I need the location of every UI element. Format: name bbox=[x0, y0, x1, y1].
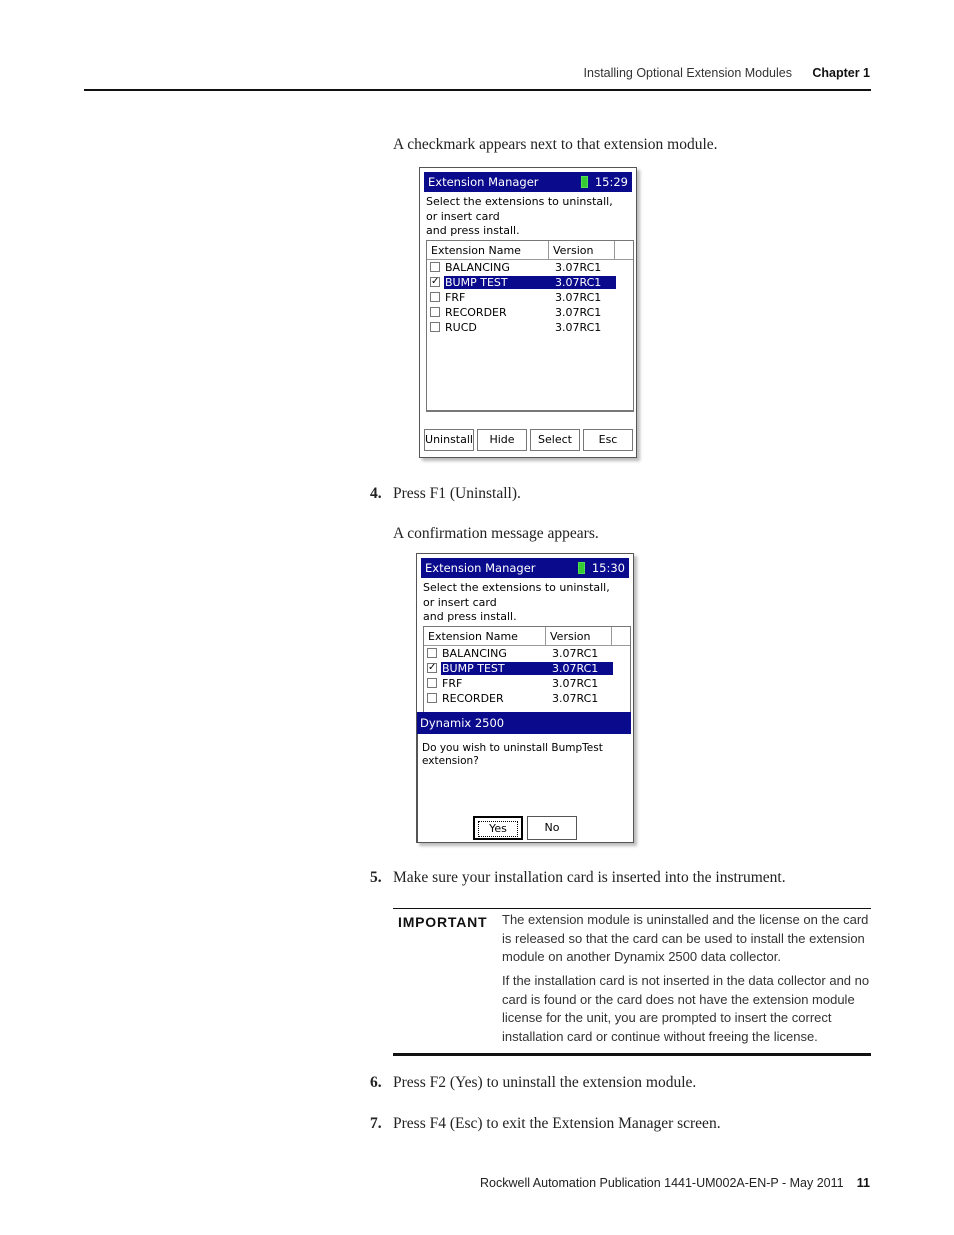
step-text: Press F2 (Yes) to uninstall the extension module. bbox=[393, 1074, 697, 1091]
important-bottom-rule bbox=[393, 1053, 871, 1056]
step-number: 5. bbox=[370, 869, 382, 886]
step-text: Press F1 (Uninstall). bbox=[393, 485, 521, 502]
extension-version: 3.07RC1 bbox=[551, 662, 613, 675]
checkbox[interactable] bbox=[430, 322, 440, 332]
yes-button[interactable] bbox=[473, 816, 523, 840]
window-title: Extension Manager bbox=[428, 175, 539, 189]
select-button[interactable]: Select bbox=[530, 429, 580, 451]
extension-name: RUCD bbox=[445, 321, 477, 334]
step-text: Make sure your installation card is inserted into the instrument. bbox=[393, 869, 786, 886]
instruction-line: or insert card bbox=[423, 595, 497, 609]
step-text: Press F4 (Esc) to exit the Extension Manager screen. bbox=[393, 1115, 721, 1132]
checkbox[interactable] bbox=[427, 678, 437, 688]
list-item[interactable] bbox=[427, 275, 633, 290]
list-item[interactable] bbox=[427, 305, 633, 320]
confirm-text: A confirmation message appears. bbox=[393, 525, 599, 542]
header-chapter: Chapter 1 bbox=[812, 66, 870, 80]
extension-name: BALANCING bbox=[445, 261, 510, 274]
dialog-title: Dynamix 2500 bbox=[417, 712, 631, 734]
checkbox[interactable] bbox=[427, 648, 437, 658]
battery-icon bbox=[581, 176, 588, 188]
screenshot-extension-manager-1 bbox=[419, 167, 637, 458]
instructions bbox=[423, 581, 633, 625]
list-item[interactable] bbox=[424, 691, 630, 706]
extension-version: 3.07RC1 bbox=[552, 677, 599, 690]
column-header-name[interactable]: Extension Name bbox=[427, 241, 549, 260]
instruction-line: Select the extensions to uninstall, bbox=[423, 581, 610, 594]
column-header-name[interactable]: Extension Name bbox=[424, 627, 546, 646]
clock: 15:30 bbox=[591, 561, 625, 575]
list-item[interactable] bbox=[424, 646, 630, 661]
uninstall-button[interactable]: Uninstall bbox=[424, 429, 474, 451]
no-button[interactable]: No bbox=[527, 816, 577, 840]
column-header-version[interactable]: Version bbox=[549, 241, 615, 260]
extension-name: BUMP TEST bbox=[444, 276, 554, 289]
battery-icon bbox=[578, 562, 585, 574]
list-header bbox=[424, 627, 630, 646]
list-item[interactable] bbox=[424, 661, 630, 676]
extension-name: FRF bbox=[445, 291, 466, 304]
extension-name: FRF bbox=[442, 677, 463, 690]
page-header bbox=[0, 66, 954, 86]
step-7 bbox=[370, 1115, 721, 1133]
intro-text: A checkmark appears next to that extension module. bbox=[393, 136, 718, 153]
step-6 bbox=[370, 1074, 696, 1092]
esc-button[interactable]: Esc bbox=[583, 429, 633, 451]
step-number: 4. bbox=[370, 485, 382, 502]
checkbox[interactable] bbox=[430, 262, 440, 272]
step-number: 6. bbox=[370, 1074, 382, 1091]
important-label: IMPORTANT bbox=[398, 914, 488, 930]
important-top-rule bbox=[393, 908, 871, 909]
list-item[interactable] bbox=[427, 290, 633, 305]
footer-publication: Rockwell Automation Publication 1441-UM002A-EN-P - May 2011 bbox=[480, 1176, 844, 1190]
page-number: 11 bbox=[856, 1176, 870, 1190]
instruction-line: and press install. bbox=[423, 610, 517, 623]
list-item[interactable] bbox=[424, 676, 630, 691]
checkbox[interactable] bbox=[430, 307, 440, 317]
window-title: Extension Manager bbox=[425, 561, 536, 575]
extension-name: BUMP TEST bbox=[441, 662, 551, 675]
instruction-line: and press install. bbox=[426, 224, 520, 237]
step-number: 7. bbox=[370, 1115, 382, 1132]
titlebar bbox=[424, 172, 632, 192]
dialog-message: Do you wish to uninstall BumpTest extension? bbox=[422, 742, 603, 767]
instruction-line: or insert card bbox=[426, 209, 500, 223]
extension-name: RECORDER bbox=[445, 306, 507, 319]
checkbox[interactable]: ✓ bbox=[428, 662, 437, 673]
header-section-title: Installing Optional Extension Modules bbox=[583, 66, 792, 80]
extension-version: 3.07RC1 bbox=[555, 291, 602, 304]
instructions bbox=[426, 195, 636, 239]
extension-name: RECORDER bbox=[442, 692, 504, 705]
list-header bbox=[427, 241, 633, 260]
extension-list[interactable] bbox=[423, 626, 631, 712]
instruction-line: Select the extensions to uninstall, bbox=[426, 195, 613, 208]
step-5 bbox=[370, 869, 786, 887]
confirm-dialog bbox=[417, 734, 631, 842]
extension-list[interactable] bbox=[426, 240, 634, 412]
clock: 15:29 bbox=[594, 175, 628, 189]
softkey-bar bbox=[424, 429, 632, 453]
step-4 bbox=[370, 485, 521, 503]
important-paragraph-1: The extension module is uninstalled and the license on the card is released so that the card can be used to install the extension module on another Dynamix 2500 data collector. bbox=[502, 912, 869, 965]
important-paragraph-2: If the installation card is not inserted in the data collector and no card is found or the card does not have the extension module license for the unit, you are prompted to insert the correct installation card or continue without freeing the license. bbox=[502, 973, 870, 1044]
screenshot-extension-manager-2 bbox=[416, 553, 634, 843]
extension-name: BALANCING bbox=[442, 647, 507, 660]
list-item[interactable] bbox=[427, 260, 633, 275]
extension-version: 3.07RC1 bbox=[555, 321, 602, 334]
extension-version: 3.07RC1 bbox=[552, 692, 599, 705]
extension-version: 3.07RC1 bbox=[555, 261, 602, 274]
extension-version: 3.07RC1 bbox=[554, 276, 616, 289]
checkbox[interactable] bbox=[430, 292, 440, 302]
checkbox[interactable] bbox=[427, 693, 437, 703]
extension-version: 3.07RC1 bbox=[552, 647, 599, 660]
hide-button[interactable]: Hide bbox=[477, 429, 527, 451]
checkbox[interactable]: ✓ bbox=[431, 276, 440, 287]
titlebar bbox=[421, 558, 629, 578]
header-rule bbox=[84, 89, 871, 91]
column-header-version[interactable]: Version bbox=[546, 627, 612, 646]
list-item[interactable] bbox=[427, 320, 633, 335]
yes-label: Yes bbox=[478, 821, 518, 837]
extension-version: 3.07RC1 bbox=[555, 306, 602, 319]
